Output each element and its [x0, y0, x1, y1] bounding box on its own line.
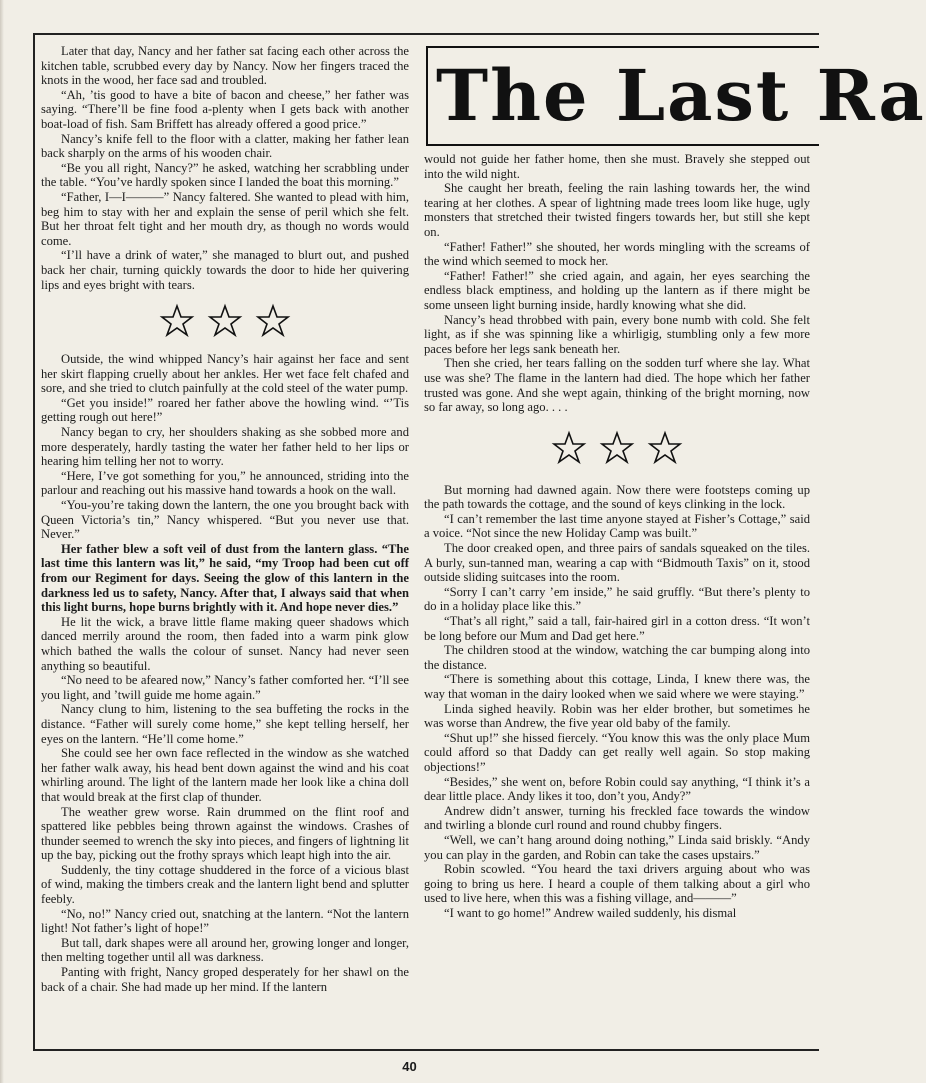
story-paragraph: “No, no!” Nancy cried out, snatching at the lantern. “Not the lantern light! Not father’s light of hope!”	[41, 906, 409, 936]
left-column-top-text	[41, 44, 409, 292]
story-paragraph: “Ah, ’tis good to have a bite of bacon and cheese,” her father was saying. “There’ll be fine food a-plenty when I gets back with another boat-load of fish. Sam Briffett has already offered a good price.”	[41, 87, 409, 131]
story-paragraph: “There is something about this cottage, Linda, I knew there was, the way that woman in the dairy looked when we said where we were staying.”	[424, 672, 810, 701]
story-paragraph: Panting with fright, Nancy groped desperately for her shawl on the back of a chair. She had made up her mind. If the lantern	[41, 965, 409, 994]
story-paragraph: But tall, dark shapes were all around her, growing longer and longer, then melting together until all was darkness.	[41, 935, 409, 965]
story-paragraph: “I can’t remember the last time anyone stayed at Fisher’s Cottage,” said a voice. “Not since the new Holiday Camp was built.”	[424, 511, 810, 541]
story-paragraph: Robin scowled. “You heard the taxi drivers arguing about who was going to bring us here. I heard a couple of them talking about a girl who used to live here, when this was a fishing village, and———”	[424, 862, 810, 906]
story-paragraph: Outside, the wind whipped Nancy’s hair against her face and sent her skirt flapping cruelly about her ankles. Her wet face felt chafed and sore, and she tried to clutch painfully at the cold steel of the water pump.	[41, 352, 409, 396]
story-paragraph: The weather grew worse. Rain drummed on the flint roof and spattered like pebbles being thrown against the windows. Crashes of thunder seemed to wrench the sky into pieces, and fingers of lightning lit up the bay, picking out the frothy sprays which leapt high into the air.	[41, 804, 409, 863]
right-column-top-text	[424, 152, 810, 415]
star-outline-icon	[208, 304, 242, 338]
story-paragraph: “Father! Father!” she cried again, and again, her eyes searching the endless black emptiness, and holding up the lantern as if there might be some unseen light burning inside, hardly knowing what she did.	[424, 268, 810, 312]
story-paragraph: But morning had dawned again. Now there were footsteps coming up the path towards the cottage, and the sound of keys clinking in the lock.	[424, 482, 810, 512]
story-paragraph: Linda sighed heavily. Robin was her elder brother, but sometimes he was worse than Andrew, the five year old baby of the family.	[424, 701, 810, 731]
story-paragraph: “Father! Father!” she shouted, her words mingling with the screams of the wind which seemed to mock her.	[424, 239, 810, 269]
story-paragraph: Nancy clung to him, listening to the sea buffeting the rocks in the distance. “Father will surely come home,” she kept telling herself, her eyes on the lantern. “He’ll come home.”	[41, 702, 409, 746]
story-paragraph: “I’ll have a drink of water,” she managed to blurt out, and pushed back her chair, turning quickly towards the door to hide her quivering lips and eyes bright with tears.	[41, 248, 409, 292]
page-spine	[0, 0, 4, 1083]
story-paragraph: “Shut up!” she hissed fiercely. “You know this was the only place Mum could afford so that Daddy can get really well again. So stop making objections!”	[424, 730, 810, 774]
star-divider-right	[424, 431, 810, 465]
star-outline-icon	[552, 431, 586, 465]
story-paragraph: would not guide her father home, then she must. Bravely she stepped out into the wild night.	[424, 152, 810, 181]
story-paragraph: Suddenly, the tiny cottage shuddered in the force of a vicious blast of wind, making the timbers creak and the lantern light bend and splutter feebly.	[41, 862, 409, 907]
story-paragraph: “Here, I’ve got something for you,” he announced, striding into the parlour and reaching out his massive hand towards a hook on the wall.	[41, 468, 409, 498]
right-column	[424, 152, 810, 921]
story-paragraph: Andrew didn’t answer, turning his freckled face towards the window and twirling a blonde curl round and round chubby fingers.	[424, 803, 810, 833]
story-paragraph: Her father blew a soft veil of dust from the lantern glass. “The last time this lantern was lit,” he said, “my Troop had been cut off from our Regiment for days. Seeing the glow of this lantern in the darkness led us to safety, Nancy. After that, I always said that when this light burns, hope burns brightly with it. And hope never dies.”	[41, 541, 409, 615]
story-paragraph: Later that day, Nancy and her father sat facing each other across the kitchen table, scrubbed every day by Nancy. Now her fingers traced the knots in the wood, her face sad and troubled.	[41, 44, 409, 88]
story-title: The Last Ra	[436, 54, 926, 137]
left-column	[41, 44, 409, 994]
story-paragraph: “I want to go home!” Andrew wailed suddenly, his dismal	[444, 905, 737, 920]
story-paragraph: “Be you all right, Nancy?” he asked, watching her scrabbling under the table. “You’ve hardly spoken since I landed the boat this morning.”	[41, 160, 409, 190]
story-paragraph: She could see her own face reflected in the window as she watched her father walk away, his head bent down against the wind and his coat whirling around. The light of the lantern made her look like a china doll that would break at the first clap of thunder.	[41, 746, 409, 804]
story-paragraph: Nancy began to cry, her shoulders shaking as she sobbed more and more desperately, hardly tasting the water her father held to her lips or hearing him telling her not to worry.	[41, 425, 409, 469]
story-paragraph: Nancy’s knife fell to the floor with a clatter, making her father lean back sharply on the arms of his wooden chair.	[41, 131, 409, 161]
star-outline-icon	[648, 431, 682, 465]
story-paragraph: “That’s all right,” said a tall, fair-haired girl in a cotton dress. “It won’t be long before our Mum and Dad get here.”	[424, 614, 810, 643]
star-outline-icon	[600, 431, 634, 465]
story-paragraph: She caught her breath, feeling the rain lashing towards her, the wind tearing at her clothes. A spear of lightning made trees loom like huge, ugly monsters that stretched their twisted fingers towards her, but still she kept on.	[424, 181, 810, 239]
story-paragraph: “Sorry I can’t carry ’em inside,” he said gruffly. “But there’s plenty to do in a holiday place like this.”	[424, 584, 810, 614]
story-paragraph: “No need to be afeared now,” Nancy’s father comforted her. “I’ll see you light, and ’twill guide me home again.”	[41, 673, 409, 702]
story-paragraph: “Besides,” she went on, before Robin could say anything, “I think it’s a dear little place. Andy likes it too, don’t you, Andy?”	[424, 774, 810, 804]
story-paragraph: Then she cried, her tears falling on the sodden turf where she lay. What use was she? The flame in the lantern had died. The hope which her father trusted was gone. And she wept again, thinking of the bright morning, now so far away, so long ago. . . .	[424, 356, 810, 415]
story-paragraph: “Father, I—I———” Nancy faltered. She wanted to plead with him, beg him to stay with her and explain the sense of peril which she felt. But her throat felt tight and her mouth dry, as though no words would come.	[41, 189, 409, 248]
title-banner	[426, 46, 926, 146]
story-paragraph: “Well, we can’t hang around doing nothing,” Linda said briskly. “Andy you can play in the garden, and Robin can take the cases upstairs.”	[424, 832, 810, 862]
star-outline-icon	[160, 304, 194, 338]
right-column-bottom-text	[424, 483, 810, 921]
story-paragraph: “Get you inside!” roared her father above the howling wind. “’Tis getting rough out here!”	[41, 395, 409, 425]
left-column-bottom-text	[41, 352, 409, 994]
page-number: 40	[402, 1059, 417, 1074]
story-paragraph: The children stood at the window, watching the car bumping along into the distance.	[424, 643, 810, 672]
story-paragraph: “You-you’re taking down the lantern, the one you brought back with Queen Victoria’s tin,” Nancy whispered. “But you never use that. Never.”	[41, 498, 409, 542]
story-paragraph: Nancy’s head throbbed with pain, every bone numb with cold. She felt light, as if she was spinning like a whirligig, stumbling only a few more paces before her legs sank beneath her.	[424, 312, 810, 356]
story-paragraph: The door creaked open, and three pairs of sandals squeaked on the tiles. A burly, sun-tanned man, wearing a cap with “Bidmouth Taxis” on it, stood outside sliding suitcases into the room.	[424, 541, 810, 585]
star-outline-icon	[256, 304, 290, 338]
story-paragraph: He lit the wick, a brave little flame making queer shadows which danced merrily around the room, then faded into a warm pink glow which bathed the walls the colour of sunset. Nancy had never seen anything so beautiful.	[41, 614, 409, 673]
star-divider-left	[41, 304, 409, 338]
